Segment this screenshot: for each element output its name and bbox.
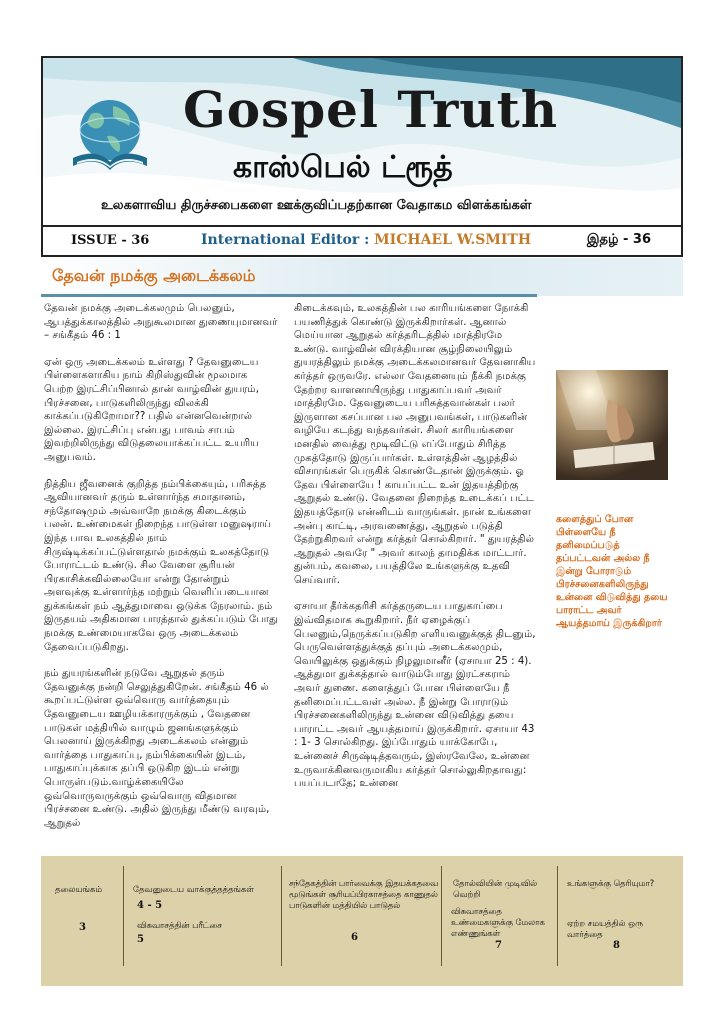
divider	[441, 866, 442, 966]
contents-item	[445, 856, 555, 986]
article-column-1	[44, 302, 278, 850]
heading-rule	[41, 294, 537, 297]
praying-hands-photo	[556, 370, 668, 480]
contents-item-label: தலையங்கம்	[55, 884, 102, 894]
issue-bar	[41, 227, 683, 257]
editor-name: MICHAEL W.SMITH	[374, 232, 532, 248]
paragraph: ஏன் ஒரு அடைக்கலம் உள்ளது ? தேவனுடைய பிள்ளைகளாகிய நாம் கிறிஸ்துவின் மூலமாக பெற்ற இரட்சிப்பினால் தான் வாழ்வின் துயரம், பிரச்சனை, பாடுகளிலிருந்து விலக்கி காக்கப்படுகிறோமா?? பதில் என்னவென்றால் இல்லை. இரட்சிப்பு என்பது பாவம் சாபம் இவற்றிலிருந்து விடுதலையாக்கப்பட்ட உயரிய அனுபவம்.	[44, 356, 259, 463]
globe-book-logo-icon	[63, 92, 157, 182]
contents-item	[285, 856, 439, 986]
contents-item-label: உங்களுக்கு தெரியுமா?	[567, 878, 655, 888]
masthead-title-tamil: காஸ்பெல் ட்ரூத்	[233, 150, 453, 185]
contents-item-page: 4 - 5	[137, 900, 163, 911]
contents-footer	[41, 856, 683, 986]
paragraph: ஏசாயா தீர்க்கதரிசி கர்த்தருடைய பாதுகாப்பை இவ்விதமாக கூறுகிறார். நீர் ஏழைக்குப் பெலனும்,நெருக்கப்படுகிற எளியவனுக்குத் திடனும், பெருவெள்ளத்துக்குத் தப்பும் அடைக்கலமும், வெயிலுக்கு ஒதுக்கும் நிழலுமானீர் (ஏசாயா 25 : 4). ஆத்துமா துக்கத்தால் வாடும்போது இரட்சகராம் அவர் துணை. களைத்துப் போன பிள்ளையே நீ தனிமைப்பட்டவள் அல்ல. நீ இன்று போராடும் பிரச்சனைகளிலிருந்து உன்னை விடுவித்து தயை பாராட்ட அவர் ஆயத்தமாய் இருக்கிறார். ஏசாயா 43 : 1- 3 சொல்கிறது. இப்போதும் யாக்கோபே, உன்னைச் சிருஷ்டித்தவரும், இஸ்ரவேலே, உன்னை உருவாக்கினவருமாகிய கர்த்தர் சொல்லுகிறதாவது: பயப்படாதே; உன்னை	[294, 601, 536, 790]
editor-label: International Editor :	[201, 232, 375, 248]
paragraph: தேவன் நமக்கு அடைக்கலமும் பெலனும், ஆபத்துக்காலத்தில் அநுகூலமான துணையுமானவர் – சங்கீதம் 46 : 1	[44, 303, 278, 342]
divider	[281, 866, 282, 966]
masthead-tagline: உலகளாவிய திருச்சபைகளை ஊக்குவிப்பதற்கான வேதாகம விளக்கங்கள்	[101, 198, 532, 213]
paragraph: நித்திய ஜீவனைக் குறித்த நம்பிக்கையும், பரிசுத்த ஆவியானவர் தரும் உள்ளார்ந்த சமாதானம், சந்தோஷமும் அவ்வாறே நமக்கு கிடைக்கும் பலன். உண்மைகள் நிறைந்த பாடுள்ள மனுஷராய் இந்த பாவ உலகத்தில் நாம் சிருஷ்டிக்கப்பட்டுள்ளதால் நமக்கும் உலகத்தோடு போராட்டம் உண்டு. சில வேளை சூரியன் பிரகாசிக்கவில்லையோ என்று தோன்றும் அளவுக்கு உள்ளார்ந்த மற்றும் வெளிப்படையான துக்கங்கள் நம் ஆத்துமாவை ஒடுக்க நேரலாம். நம் இருதயம் அதிகமான பாரத்தால் துக்கப்படும் போது நமக்கு உண்மையாகவே ஒரு அடைக்கலம் தேவைப்படுகிறது.	[44, 478, 278, 653]
issue-number-tamil: இதழ் - 36	[586, 232, 651, 247]
contents-item-page: 8	[613, 940, 620, 951]
contents-item-label: விசுவாசத்தை உண்மைகளுக்கு மேலாக எண்ணுங்கள்	[451, 906, 545, 938]
issue-number: ISSUE - 36	[71, 233, 150, 248]
contents-item	[561, 856, 681, 986]
masthead	[41, 56, 683, 227]
editor-line	[201, 232, 531, 248]
article-title: தேவன் நமக்கு அடைக்கலம்	[52, 266, 256, 285]
contents-item-label: தேவனுடைய வாக்குத்தத்தங்கள்	[133, 884, 254, 894]
paragraph: கிடைக்கவும், உலகத்தின் பல காரியங்களை நோக்கி பயணித்துக் கொண்டு இருக்கிறார்கள். ஆனால் மெய்யான ஆறுதல் கர்த்தரிடத்தில் மாத்திரமே உண்டு. வாழ்வின் விரக்தியான சூழ்நிலையிலும் துயரத்திலும் நமக்கு அடைக்கலமானவர் தேவனாகிய கர்த்தர் ஒருவரே. எல்லா வேதனையும் நீக்கி நமக்கு தேற்றர வாளனாயிருந்து பாதுகாப்பவர் அவர் மாத்திரமே. தேவனுடைய பரிசுத்தவான்கள் பலர் இருளான கசப்பான பல அனுபவங்கள், பாடுகளின் வழியே கடந்து வந்தவர்கள். சிலர் காரியங்களை மனதில் வைத்து மூடிவிட்டு எப்போதும் சிரித்த முகத்தோடு இருப்பார்கள். உள்ளத்தின் ஆழத்தில் விசாரங்கள் பெருகிக் கொண்டேதான் இருக்கும். ஓ தேவ பிள்ளையே ! காயப்பட்ட உன் இதயத்திற்கு ஆறுதல் உண்டு. வேதனை நிறைந்த உடைக்கப் பட்ட இதயத்தோடு என்னிடம் வாருங்கள். நான் உங்களை அன்பு காட்டி, அரவணைத்து, ஆறுதல் படுத்தி தேற்றுகிறவர் என்று கர்த்தர் சொல்கிறார். " துயரத்தில் ஆறுதல் அவரே " அவர் காலந் தாமதிக்க மாட்டார். துன்பம், கவலை, பயத்திலே உங்களுக்கு உதவி செய்வார்.	[294, 303, 536, 586]
paragraph: நம் துயரங்களின் நடுவே ஆறுதல் தரும் தேவனுக்கு நன்றி செலுத்துகிறேன். சங்கீதம் 46 ல் கூறப்பட்டுள்ள ஒவ்வொரு வார்த்தையும் தேவனுடைய ஊழியக்காரருக்கும் , வேதனை பாடுகள் மத்தியில் வாழும் ஜனங்களுக்கும் பெலனாய் இருக்கிறது அடைக்கலம் என்னும் வார்த்தை பாதுகாப்பு, நம்பிக்கையின் இடம், பாதுகாப்புக்காக தப்பி ஒடுகிற இடம் என்று பொருள்படும்.வாழ்க்கையிலே ஒவ்வொருவருக்கும் ஒவ்வொரு விதமான பிரச்சனை உண்டு. அதில் இருந்து மீண்டு வரவும், ஆறுதல்	[44, 668, 270, 829]
pull-quote: களைத்துப் போன பிள்ளையே நீ தனிமைப்படுத் தப்பட்டவன் அல்ல நீ இன்று போராடும் பிரச்சனைகளிலிருந்து உன்னை விடுவித்து தயை பாராட்ட அவர் ஆயத்தமாய் இருக்கிறார்	[556, 514, 668, 629]
contents-item-page: 7	[495, 940, 502, 951]
contents-item	[129, 856, 279, 986]
article-column-2	[294, 302, 538, 850]
contents-item-page: 3	[79, 922, 86, 933]
masthead-title: Gospel Truth	[183, 80, 559, 139]
contents-item	[41, 856, 123, 986]
contents-item-label: சந்தேகத்தின் பார்வைக்கு இதயக்கதவை மூடுங்கள் சூரியப்பிரகாசத்தை காணுதல் பாடுகளின் மத்தியில் பாடுதல்	[289, 878, 439, 910]
contents-item-label: ஏற்ற சமயத்தில் ஒரு வார்த்தை	[567, 918, 643, 939]
contents-item-label: விசுவாசத்தின் பரீட்சை	[137, 920, 222, 930]
divider	[557, 866, 558, 966]
divider	[123, 866, 124, 966]
contents-item-label: தோல்வியின் முடிவில் வெற்றி	[453, 878, 538, 899]
contents-item-page: 5	[137, 934, 144, 945]
praying-hands-image	[556, 370, 668, 480]
contents-item-page: 6	[351, 932, 358, 943]
